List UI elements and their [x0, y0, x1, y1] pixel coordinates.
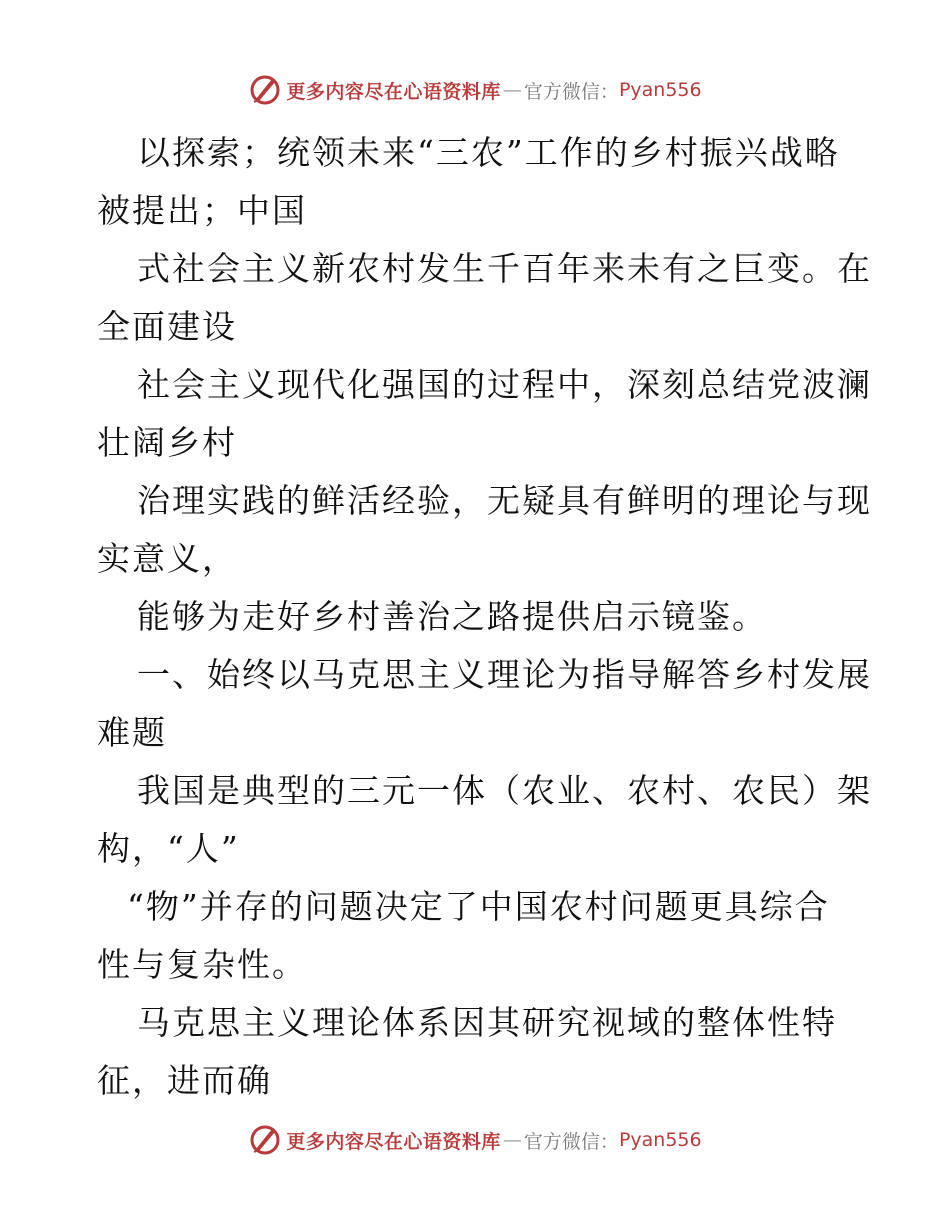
body-line: 社会主义现代化强国的过程中，深刻总结党波澜 — [137, 365, 872, 404]
section-heading-cont: 难题 — [97, 713, 167, 752]
body-line: 马克思主义理论体系因其研究视域的整体性特 — [137, 1003, 837, 1042]
footer-wechat-id: Pyan556 — [618, 1129, 702, 1151]
body-line: 被提出；中国 — [97, 191, 307, 230]
body-line: 能够为走好乡村善治之路提供启示镜鉴。 — [137, 597, 767, 636]
body-line: 全面建设 — [97, 307, 237, 346]
quill-pen-icon — [248, 1123, 282, 1157]
body-line: 征，进而确 — [97, 1061, 272, 1100]
footer-site-text: 更多内容尽在心语资料库 — [286, 1130, 501, 1153]
header-banner — [0, 70, 950, 110]
body-line: 我国是典型的三元一体（农业、农村、农民）架 — [137, 771, 872, 810]
body-line: 以探索；统领未来“三农”工作的乡村振兴战略 — [137, 133, 840, 172]
footer-banner — [0, 1120, 950, 1160]
footer-dash: — — [502, 1129, 522, 1151]
header-wechat-id: Pyan556 — [618, 79, 702, 101]
header-wechat-label: 官方微信： — [523, 80, 619, 103]
body-line: 壮阔乡村 — [97, 423, 237, 462]
section-heading: 一、始终以马克思主义理论为指导解答乡村发展 — [137, 655, 872, 694]
body-line: 性与复杂性。 — [97, 945, 307, 984]
footer-wechat-label: 官方微信： — [523, 1130, 619, 1153]
document-body — [97, 124, 872, 1110]
header-dash: — — [502, 79, 522, 101]
body-line: 实意义， — [97, 539, 237, 578]
header-site-text: 更多内容尽在心语资料库 — [286, 80, 501, 103]
body-line: 构，“人” — [97, 829, 240, 868]
body-line: “物”并存的问题决定了中国农村问题更具综合 — [127, 887, 830, 926]
quill-pen-icon — [248, 73, 282, 107]
body-line: 治理实践的鲜活经验，无疑具有鲜明的理论与现 — [137, 481, 872, 520]
body-line: 式社会主义新农村发生千百年来未有之巨变。在 — [137, 249, 872, 288]
